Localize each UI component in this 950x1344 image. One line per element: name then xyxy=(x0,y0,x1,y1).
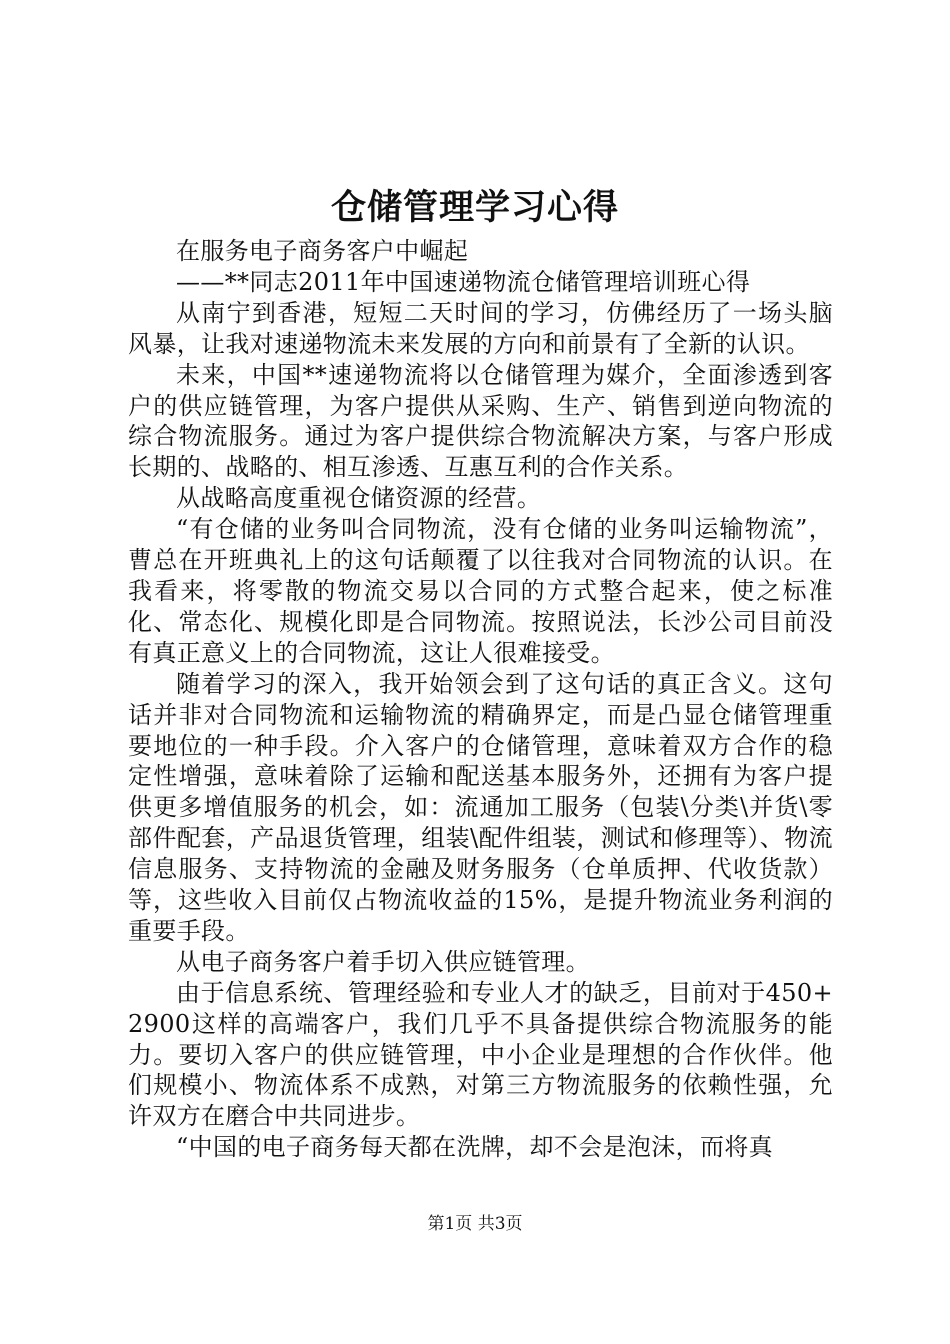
page-footer: 第1页 共3页 xyxy=(427,1214,523,1234)
subtitle-line: 在服务电子商务客户中崛起 xyxy=(176,237,469,265)
document-title: 仓储管理学习心得 xyxy=(330,187,619,228)
body-paragraph: “有仓储的业务叫合同物流，没有仓储的业务叫运输物流”，曹总在开班典礼上的这句话颠覆了以往我对合同物流的认识。在我看来，将零散的物流交易以合同的方式整合起来，使之标准化、常态化、规模化即是合同物流。按照说法，长沙公司目前没有真正意义上的合同物流，这让人很难接受。 xyxy=(128,515,833,667)
section-heading: 从电子商务客户着手切入供应链管理。 xyxy=(176,947,590,976)
subtitle-byline: ——**同志2011年中国速递物流仓储管理培训班心得 xyxy=(176,267,751,296)
body-paragraph: 由于信息系统、管理经验和专业人才的缺乏，目前对于450+2900这样的高端客户，我们几乎不具备提供综合物流服务的能力。要切入客户的供应链管理，中小企业是理想的合作伙伴。他们规模小、物流体系不成熟，对第三方物流服务的依赖性强，允许双方在磨合中共同进步。 xyxy=(128,978,833,1131)
body-paragraph: “中国的电子商务每天都在洗牌，却不会是泡沫，而将真 xyxy=(176,1133,774,1162)
body-paragraph: 随着学习的深入，我开始领会到了这句话的真正含义。这句话并非对合同物流和运输物流的精确界定，而是凸显仓储管理重要地位的一种手段。介入客户的仓储管理，意味着双方合作的稳定性增强，意味着除了运输和配送基本服务外，还拥有为客户提供更多增值服务的机会，如：流通加工服务（包装\分类\并货\零部件配套，产品退货管理，组装\配件组装，测试和修理等）、物流信息服务、支持物流的金融及财务服务（仓单质押、代收货款）等，这些收入目前仅占物流收益的15%，是提升物流业务利润的重要手段。 xyxy=(128,669,833,945)
body-paragraph: 从南宁到香港，短短二天时间的学习，仿佛经历了一场头脑风暴，让我对速递物流未来发展的方向和前景有了全新的认识。 xyxy=(128,298,833,358)
section-heading: 从战略高度重视仓储资源的经营。 xyxy=(176,484,542,513)
document-body xyxy=(128,236,833,1163)
body-paragraph: 未来，中国**速递物流将以仓储管理为媒介，全面渗透到客户的供应链管理，为客户提供从采购、生产、销售到逆向物流的综合物流服务。通过为客户提供综合物流解决方案，与客户形成长期的、战略的、相互渗透、互惠互利的合作关系。 xyxy=(128,360,833,482)
